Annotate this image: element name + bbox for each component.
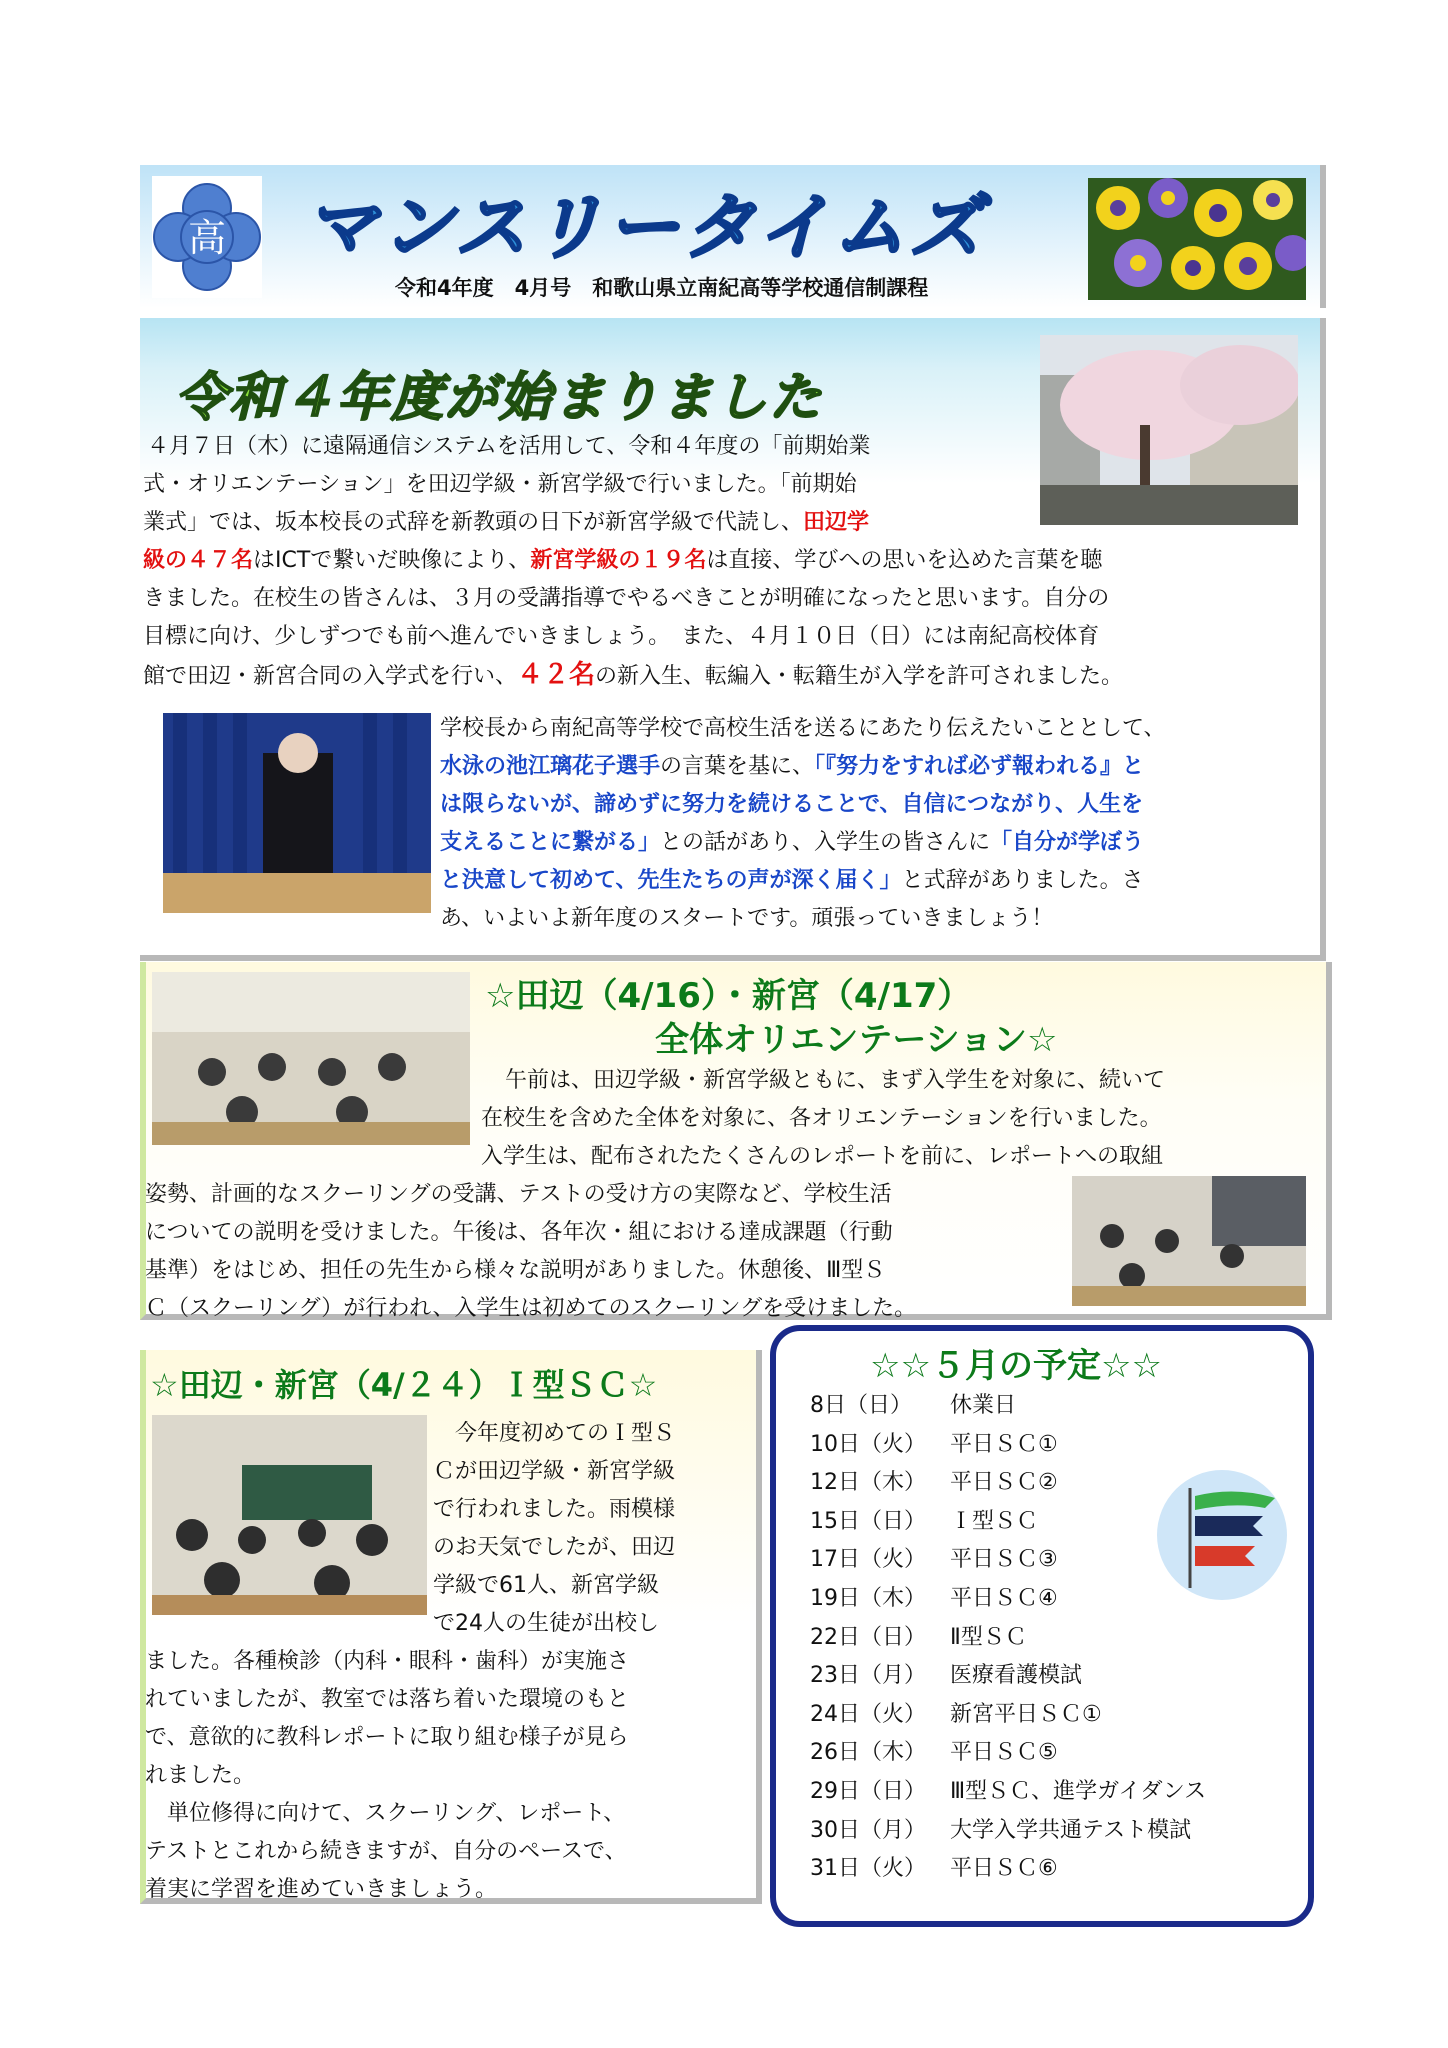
highlight-red: 新宮学級の１９名 bbox=[530, 548, 707, 573]
paragraph-line bbox=[440, 748, 1144, 786]
orientation-classroom-photo bbox=[152, 972, 470, 1145]
paragraph-line: 学級で61人、新宮学級 bbox=[433, 1573, 659, 1598]
schedule-event: 平日ＳＣ① bbox=[950, 1431, 1058, 1457]
paragraph-line: についての説明を受けました。午後は、各年次・組における達成課題（行動 bbox=[145, 1220, 893, 1245]
issue-info: 令和4年度 4月号 和歌山県立南紀高等学校通信制課程 bbox=[395, 276, 929, 300]
carp-streamer-illustration bbox=[1155, 1468, 1290, 1603]
schedule-date: 22日（日） bbox=[810, 1624, 926, 1650]
schedule-date: 15日（日） bbox=[810, 1508, 926, 1534]
schedule-event: 平日ＳＣ③ bbox=[950, 1547, 1058, 1573]
newsletter-title: マンスリータイムズ bbox=[305, 185, 986, 269]
schedule-row bbox=[810, 1697, 1102, 1728]
text-run: の言葉を基に、 bbox=[660, 754, 815, 779]
paragraph-line: 学校長から南紀高等学校で高校生活を送るにあたり伝えたいこととして、 bbox=[440, 716, 1166, 741]
schedule-date: 29日（日） bbox=[810, 1779, 926, 1804]
highlight-blue: 支えることに繋がる」 bbox=[440, 830, 661, 855]
schedule-row bbox=[810, 1504, 1038, 1535]
text-run: はICTで繋いだ映像により、 bbox=[253, 548, 531, 573]
schedule-event: 休業日 bbox=[950, 1393, 1017, 1418]
orientation-class-photo-2 bbox=[1072, 1176, 1306, 1306]
section-heading: ☆田辺・新宮（4/２４）Ｉ型ＳＣ☆ bbox=[150, 1366, 658, 1404]
schedule-event: 新宮平日ＳＣ① bbox=[950, 1701, 1102, 1727]
highlight-blue: と決意して初めて、先生たちの声が深く届く」 bbox=[440, 868, 902, 893]
section-subheading: 全体オリエンテーション☆ bbox=[655, 1020, 1058, 1060]
schedule-date: 31日（火） bbox=[810, 1856, 926, 1882]
schedule-date: 24日（火） bbox=[810, 1701, 926, 1727]
logo-character: 高 bbox=[187, 216, 227, 260]
paragraph-line bbox=[440, 862, 1144, 900]
paragraph-line: 今年度初めてのＩ型Ｓ bbox=[455, 1421, 676, 1446]
paragraph-line: テストとこれから続きますが、自分のペースで、 bbox=[145, 1839, 627, 1864]
schedule-date: 8日（日） bbox=[810, 1393, 912, 1418]
paragraph-line: 在校生を含めた全体を対象に、各オリエンテーションを行いました。 bbox=[481, 1106, 1162, 1131]
schedule-row bbox=[810, 1542, 1058, 1573]
schedule-date: 26日（木） bbox=[810, 1740, 926, 1766]
schedule-event: 平日ＳＣ⑤ bbox=[950, 1740, 1058, 1766]
highlight-blue: 「自分が学ぼう bbox=[990, 830, 1145, 855]
highlight-blue: は限らないが、諦めずに努力を続けることで、自信につながり、人生を bbox=[440, 792, 1144, 817]
paragraph-line bbox=[440, 824, 1144, 862]
school-logo bbox=[152, 176, 262, 298]
schedule-date: 17日（火） bbox=[810, 1547, 926, 1573]
paragraph-line: ４月７日（木）に遠隔通信システムを活用して、令和４年度の「前期始業 bbox=[147, 434, 871, 459]
schedule-event: Ⅱ型ＳＣ bbox=[950, 1624, 1027, 1650]
paragraph-line: Ｃが田辺学級・新宮学級 bbox=[433, 1459, 676, 1484]
schedule-row bbox=[810, 1388, 1016, 1419]
text-run: は直接、学びへの思いを込めた言葉を聴 bbox=[706, 548, 1103, 573]
paragraph-line: で行われました。雨模様 bbox=[433, 1497, 676, 1522]
paragraph-line: Ｃ（スクーリング）が行われ、入学生は初めてのスクーリングを受けました。 bbox=[145, 1296, 917, 1321]
paragraph-line: きました。在校生の皆さんは、３月の受講指導でやるべきことが明確になったと思います。自分の bbox=[143, 586, 1110, 611]
paragraph-line: れていましたが、教室では落ち着いた環境のもと bbox=[145, 1687, 630, 1712]
schooling-classroom-photo bbox=[152, 1415, 427, 1615]
schedule-row bbox=[810, 1620, 1027, 1651]
cherry-blossom-photo bbox=[1040, 335, 1298, 525]
text-run: と式辞がありました。さ bbox=[901, 868, 1144, 893]
paragraph-line bbox=[143, 504, 869, 542]
paragraph-line: あ、いよいよ新年度のスタートです。頑張っていきましょう！ bbox=[440, 906, 1054, 931]
schedule-date: 30日（月） bbox=[810, 1817, 926, 1843]
schedule-event: Ｉ型ＳＣ bbox=[950, 1508, 1039, 1534]
schedule-row bbox=[810, 1427, 1058, 1458]
paragraph-line: 午前は、田辺学級・新宮学級ともに、まず入学生を対象に、続いて bbox=[505, 1068, 1166, 1093]
schedule-date: 12日（木） bbox=[810, 1470, 926, 1496]
paragraph-line: のお天気でしたが、田辺 bbox=[433, 1535, 676, 1560]
schedule-row bbox=[810, 1851, 1058, 1882]
section-heading: 令和４年度が始まりました bbox=[175, 368, 824, 428]
paragraph-line: 式・オリエンテーション」を田辺学級・新宮学級で行いました。「前期始 bbox=[143, 472, 857, 497]
section-heading: ☆田辺（4/16）・新宮（4/17） bbox=[485, 976, 972, 1016]
schedule-event: Ⅲ型ＳＣ、進学ガイダンス bbox=[950, 1779, 1207, 1804]
schedule-event: 医療看護模試 bbox=[950, 1663, 1083, 1689]
schedule-row bbox=[810, 1658, 1082, 1689]
paragraph-line: で24人の生徒が出校し bbox=[433, 1611, 659, 1636]
paragraph-line: れました。 bbox=[145, 1763, 256, 1788]
highlight-blue: 「『努力をすれば必ず報われる』と bbox=[814, 754, 1145, 779]
entrance-ceremony-photo bbox=[163, 713, 431, 913]
pansy-flower-photo bbox=[1088, 178, 1306, 300]
schedule-row bbox=[810, 1465, 1058, 1496]
paragraph-line: 姿勢、計画的なスクーリングの受講、テストの受け方の実際など、学校生活 bbox=[145, 1182, 892, 1207]
schedule-date: 23日（月） bbox=[810, 1663, 926, 1689]
schedule-date: 19日（木） bbox=[810, 1586, 926, 1611]
paragraph-line bbox=[143, 656, 1123, 696]
schedule-row bbox=[810, 1735, 1058, 1766]
text-run: 業式」では、坂本校長の式辞を新教頭の日下が新宮学級で代読し、 bbox=[143, 510, 804, 535]
schedule-heading: ☆☆５月の予定☆☆ bbox=[870, 1346, 1162, 1386]
paragraph-line: で、意欲的に教科レポートに取り組む様子が見ら bbox=[145, 1725, 629, 1750]
schedule-event: 大学入学共通テスト模試 bbox=[950, 1817, 1192, 1843]
text-run: 館で田辺・新宮合同の入学式を行い、 bbox=[143, 664, 518, 689]
paragraph-line: 単位修得に向けて、スクーリング、レポート、 bbox=[167, 1801, 626, 1826]
paragraph-line: 着実に学習を進めていきましょう。 bbox=[145, 1877, 498, 1902]
schedule-event: 平日ＳＣ④ bbox=[950, 1586, 1058, 1611]
text-run: の新入生、転編入・転籍生が入学を許可されました。 bbox=[595, 664, 1124, 689]
highlight-red: ４２名 bbox=[517, 660, 596, 690]
highlight-red: 級の４７名 bbox=[143, 548, 254, 573]
schedule-event: 平日ＳＣ② bbox=[950, 1470, 1058, 1496]
schedule-row bbox=[810, 1581, 1058, 1612]
highlight-red: 田辺学 bbox=[803, 510, 870, 535]
schedule-row bbox=[810, 1813, 1191, 1844]
text-run: との話があり、入学生の皆さんに bbox=[660, 830, 991, 855]
schedule-event: 平日ＳＣ⑥ bbox=[950, 1856, 1058, 1882]
highlight-blue: 水泳の池江璃花子選手 bbox=[440, 754, 661, 779]
paragraph-line bbox=[440, 786, 1143, 824]
paragraph-line: 目標に向け、少しずつでも前へ進んでいきましょう。 また、４月１０日（日）には南紀高校体育 bbox=[143, 624, 1100, 649]
paragraph-line: ました。各種検診（内科・眼科・歯科）が実施さ bbox=[145, 1649, 630, 1674]
schedule-row bbox=[810, 1774, 1206, 1805]
paragraph-line: 基準）をはじめ、担任の先生から様々な説明がありました。休憩後、Ⅲ型Ｓ bbox=[145, 1258, 886, 1283]
paragraph-line: 入学生は、配布されたたくさんのレポートを前に、レポートへの取組 bbox=[481, 1144, 1164, 1169]
schedule-date: 10日（火） bbox=[810, 1431, 926, 1457]
paragraph-line bbox=[143, 542, 1102, 580]
